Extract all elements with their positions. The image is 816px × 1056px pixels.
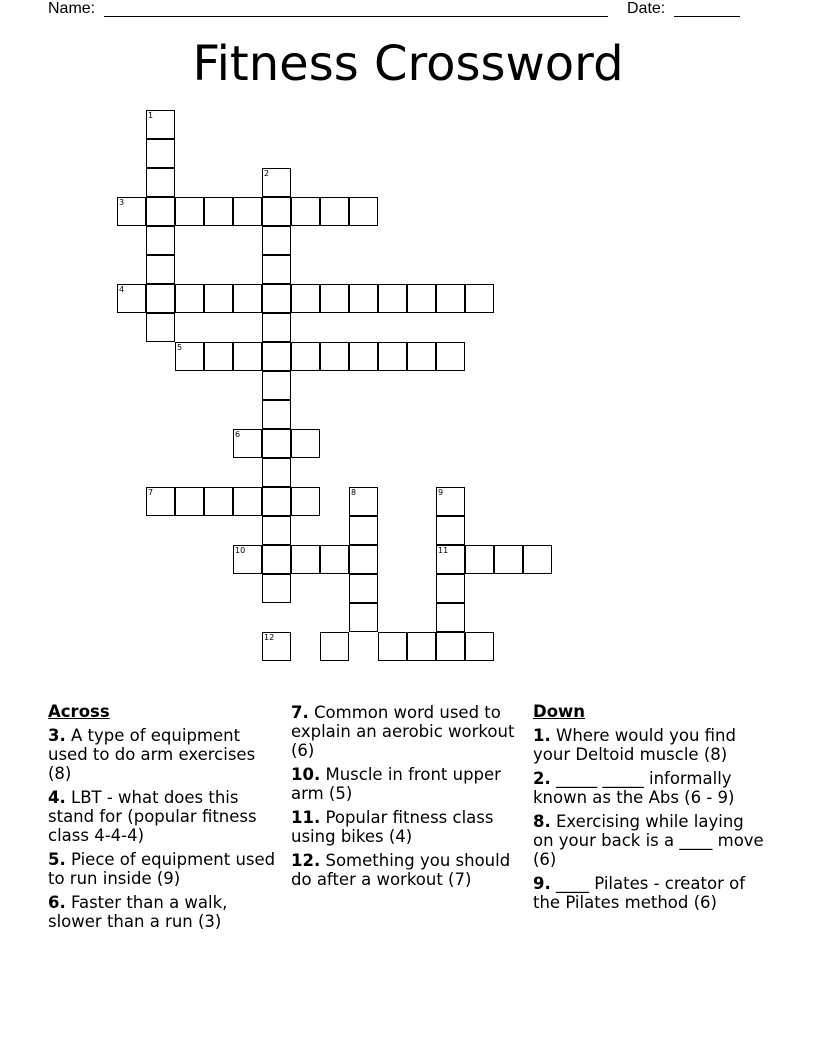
grid-cell[interactable] [378,632,407,661]
page-title: Fitness Crossword [192,36,624,92]
grid-cell[interactable] [349,342,378,371]
clue-text: _____ _____ informally known as the Abs (6 - 9) [533,769,735,807]
grid-cell[interactable] [262,516,291,545]
clue-item [533,874,765,912]
grid-cell[interactable] [146,226,175,255]
clue-number-label: 3 [119,198,125,207]
clue-number: 6. [48,893,66,912]
across-clues [48,702,280,936]
clue-item [48,893,280,931]
grid-cell[interactable] [291,342,320,371]
clue-number: 8. [533,812,551,831]
clue-text: Exercising while laying on your back is a ____ move (6) [533,812,764,869]
grid-cell[interactable] [262,545,291,574]
grid-cell[interactable] [291,429,320,458]
clue-number-label: 4 [119,285,125,294]
clue-text: Where would you find your Deltoid muscle (8) [533,726,736,764]
grid-cell[interactable] [349,487,378,516]
grid-cell[interactable] [262,574,291,603]
clue-text: Popular fitness class using bikes (4) [291,808,494,846]
grid-cell[interactable] [175,487,204,516]
clue-number: 1. [533,726,551,745]
clue-item [533,769,765,807]
grid-cell[interactable] [146,139,175,168]
grid-cell[interactable] [407,284,436,313]
clue-item [48,726,280,783]
clue-number: 3. [48,726,66,745]
grid-cell[interactable] [262,168,291,197]
clue-item [291,765,523,803]
clue-item [533,812,765,869]
grid-cell[interactable] [320,197,349,226]
grid-cell[interactable] [320,545,349,574]
grid-cell[interactable] [262,255,291,284]
grid-cell[interactable] [175,284,204,313]
grid-cell[interactable] [262,632,291,661]
clue-number-label: 2 [264,169,270,178]
clue-number-label: 11 [438,546,449,555]
grid-cell[interactable] [175,342,204,371]
clue-text: LBT - what does this stand for (popular fitness class 4-4-4) [48,788,257,845]
grid-cell[interactable] [349,284,378,313]
grid-cell[interactable] [117,284,146,313]
clue-item [291,808,523,846]
grid-cell[interactable] [436,516,465,545]
grid-cell[interactable] [146,197,175,226]
grid-cell[interactable] [146,313,175,342]
grid-cell[interactable] [262,197,291,226]
clue-number: 2. [533,769,551,788]
down-clues [533,702,765,917]
grid-cell[interactable] [146,168,175,197]
grid-cell[interactable] [436,342,465,371]
clue-number-label: 9 [438,488,444,497]
grid-cell[interactable] [320,342,349,371]
grid-cell[interactable] [436,574,465,603]
grid-cell[interactable] [262,371,291,400]
clue-number-label: 12 [264,633,275,642]
grid-cell[interactable] [320,284,349,313]
grid-cell[interactable] [233,197,262,226]
clue-item [291,703,523,760]
grid-cell[interactable] [146,284,175,313]
clue-number-label: 10 [235,546,246,555]
grid-cell[interactable] [436,603,465,632]
grid-cell[interactable] [436,632,465,661]
clue-number: 5. [48,850,66,869]
clue-text: Common word used to explain an aerobic workout (6) [291,703,515,760]
grid-cell[interactable] [436,545,465,574]
grid-cell[interactable] [349,574,378,603]
grid-cell[interactable] [175,197,204,226]
clue-number-label: 6 [235,430,241,439]
clue-item [291,851,523,889]
date-label: Date: [627,0,666,17]
grid-cell[interactable] [407,342,436,371]
grid-cell[interactable] [233,545,262,574]
clue-number-label: 7 [148,488,154,497]
grid-cell[interactable] [436,284,465,313]
grid-cell[interactable] [146,487,175,516]
grid-cell[interactable] [378,284,407,313]
clue-text: Faster than a walk, slower than a run (3) [48,893,228,931]
grid-cell[interactable] [436,487,465,516]
clue-text: A type of equipment used to do arm exercises (8) [48,726,256,783]
grid-cell[interactable] [204,487,233,516]
clue-number: 4. [48,788,66,807]
grid-cell[interactable] [204,284,233,313]
grid-cell[interactable] [204,342,233,371]
clue-text: ____ Pilates - creator of the Pilates method (6) [533,874,746,912]
clue-number-label: 5 [177,343,183,352]
grid-cell[interactable] [262,313,291,342]
grid-cell[interactable] [349,603,378,632]
clue-number: 10. [291,765,321,784]
grid-cell[interactable] [407,632,436,661]
grid-cell[interactable] [262,429,291,458]
grid-cell[interactable] [262,458,291,487]
clue-number: 12. [291,851,321,870]
grid-cell[interactable] [523,545,552,574]
grid-cell[interactable] [262,487,291,516]
down-heading: Down [533,702,586,721]
grid-cell[interactable] [465,545,494,574]
grid-cell[interactable] [291,284,320,313]
clue-number-label: 1 [148,111,154,120]
clue-number: 9. [533,874,551,893]
grid-cell[interactable] [233,342,262,371]
clue-text: Something you should do after a workout (7) [291,851,511,889]
grid-cell[interactable] [146,110,175,139]
grid-cell[interactable] [320,632,349,661]
clue-text: Muscle in front upper arm (5) [291,765,501,803]
grid-cell[interactable] [291,545,320,574]
grid-cell[interactable] [291,197,320,226]
grid-cell[interactable] [233,429,262,458]
grid-cell[interactable] [465,284,494,313]
grid-cell[interactable] [146,255,175,284]
clue-item [48,850,280,888]
grid-cell[interactable] [349,516,378,545]
clue-number: 11. [291,808,321,827]
across-clues-continued [291,703,523,894]
grid-cell[interactable] [349,545,378,574]
clue-item [48,788,280,845]
grid-cell[interactable] [262,284,291,313]
grid-cell[interactable] [233,284,262,313]
grid-cell[interactable] [262,226,291,255]
grid-cell[interactable] [117,197,146,226]
grid-cell[interactable] [204,197,233,226]
grid-cell[interactable] [465,632,494,661]
clue-text: Piece of equipment used to run inside (9) [48,850,276,888]
grid-cell[interactable] [291,487,320,516]
grid-cell[interactable] [233,487,262,516]
grid-cell[interactable] [378,342,407,371]
clue-number: 7. [291,703,309,722]
grid-cell[interactable] [262,400,291,429]
across-heading: Across [48,702,110,721]
clue-item [533,726,765,764]
clue-number-label: 8 [351,488,357,497]
grid-cell[interactable] [262,342,291,371]
grid-cell[interactable] [349,197,378,226]
grid-cell[interactable] [494,545,523,574]
name-label: Name: [48,0,96,17]
